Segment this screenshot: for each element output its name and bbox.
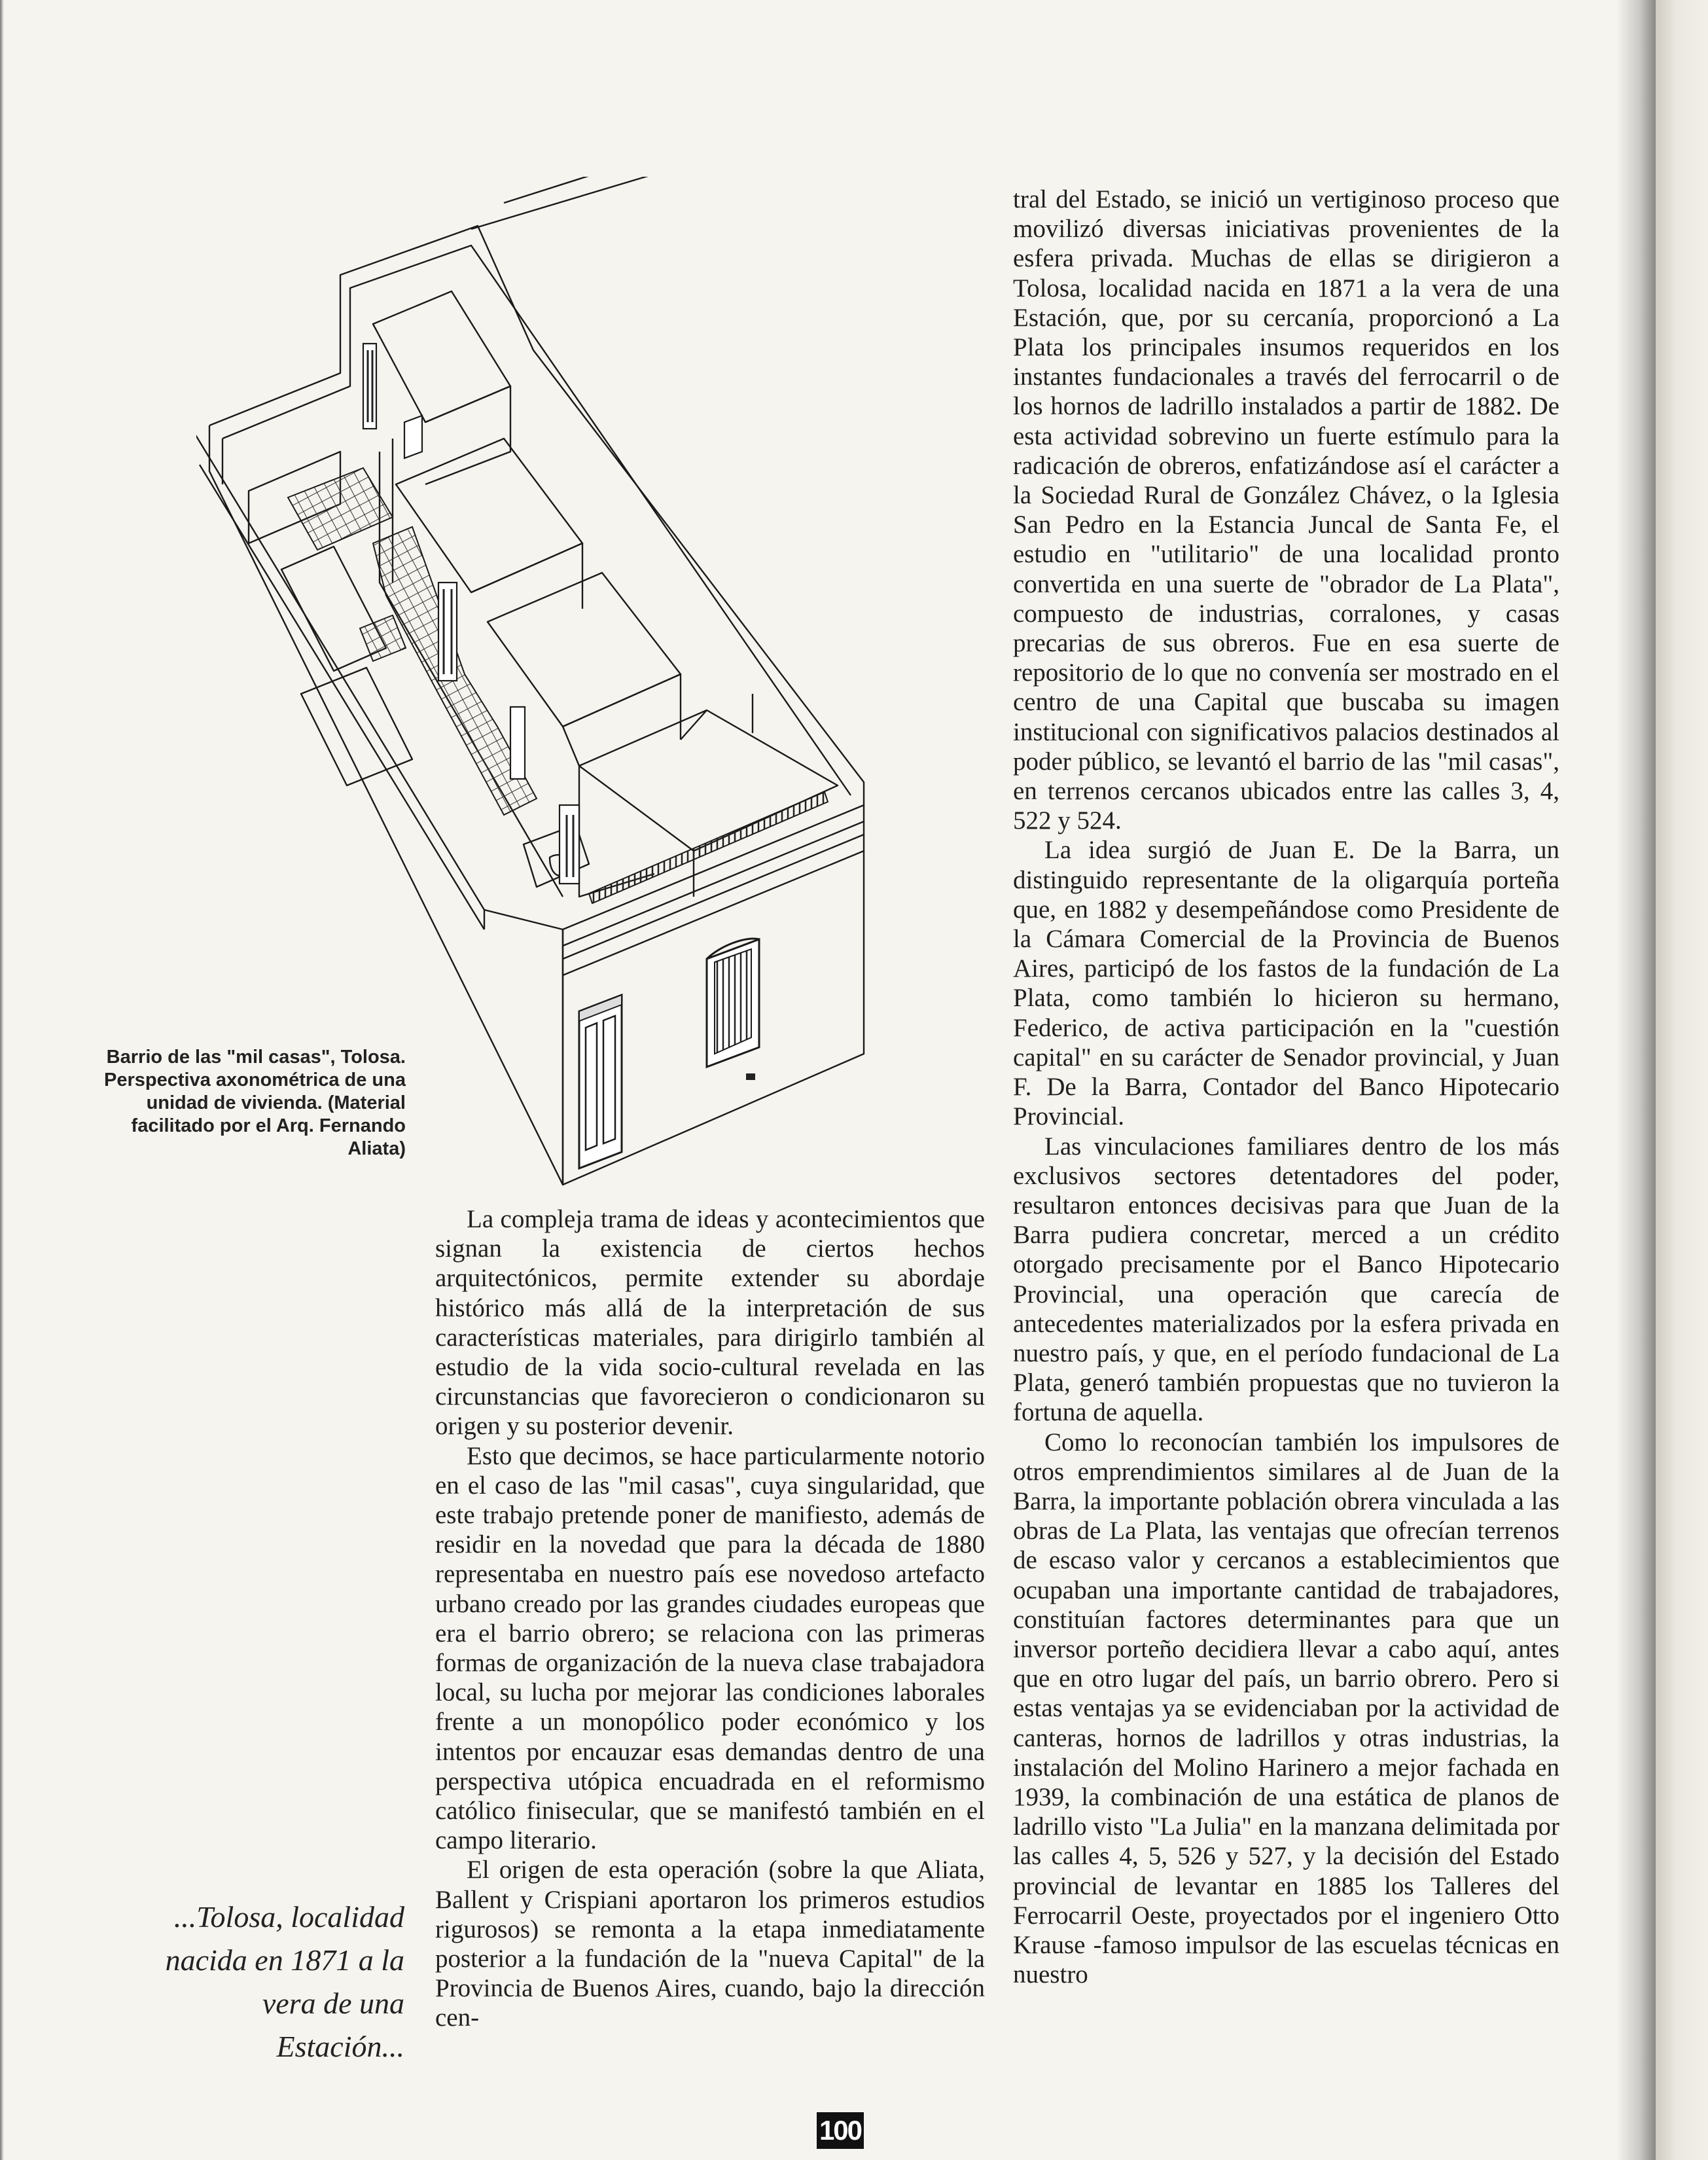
room-1 [373,291,510,422]
tiled-patio-upper [288,468,393,550]
text-column-right [1013,185,1559,1989]
paragraph: La idea surgió de Juan E. De la Barra, un distinguido representante de la oligarquía porteña que, en 1882 y desempeñándose como Presidente de la Cámara Comercial de la Provincia de Buenos Aires, participó de los fastos de la fundación de La Plata, como también lo hicieron su hermano, Federico, de activa participación en la "cuestión capital" en su carácter de Senador provincial, y Juan F. De la Barra, Contador del Banco Hipotecario Provincial. [1013,836,1559,1131]
interior-door [510,707,525,779]
paragraph: Esto que decimos, se hace particularmente notorio en el caso de las "mil casas", cuya singularidad, que este trabajo pretende poner de manifiesto, además de residir en la novedad que para la década de 1880 representaba en nuestro país ese novedoso artefacto urbano creado por las grandes ciudades europeas que era el barrio obrero; se relaciona con las primeras formas de organización de la nueva clase trabajadora local, su lucha por mejorar las condiciones laborales frente a un monopólico poder económico y los intentos por encauzar esas demandas dentro de una perspectiva utópica encuadrada en el reformismo católico finisecular, que se manifestó también en el campo literario. [435,1441,985,1855]
text-column-middle [435,1204,985,2033]
facade-door [579,995,622,1168]
interior-door [404,416,422,458]
binding-gutter-shadow [1616,0,1656,2160]
paragraph: tral del Estado, se inició un vertiginoso proceso que movilizó diversas iniciativas provenientes de la esfera privada. Muchas de ellas se dirigieron a Tolosa, localidad nacida en 1871 a la vera de una Estación, que, por su cercanía, proporcionó a La Plata los principales insumos requeridos en los instantes fundacionales a través del ferrocarril o de los hornos de ladrillo instalados a partir de 1882. De esta actividad sobrevino un fuerte estímulo para la radicación de obreros, enfatizándose así el carácter a la Sociedad Rural de González Chávez, o la Iglesia San Pedro en la Estancia Juncal de Santa Fe, el estudio en "utilitario" de una localidad pronto convertida en una suerte de "obrador de La Plata", compuesto de industrias, corralones, y casas precarias de sus obreros. Fue en esa suerte de repositorio de lo que no convenía ser mostrado en el centro de una Capital que buscaba su imagen institucional con significativos palacios destinados al poder público, se levantó el barrio de las "mil casas", en terrenos cercanos ubicados entre las calles 3, 4, 522 y 524. [1013,185,1559,835]
facade-edge [484,910,563,929]
axonometric-house-drawing [196,177,890,1198]
paragraph: Como lo reconocían también los impulsores de otros emprendimientos similares al de Juan de la Barra, la importante población obrera vinculada a las obras de La Plata, las ventajas que ofrecían terrenos de escaso valor y cercanos a establecimientos que ocupaban una importante cantidad de trabajadores, constituían factores determinantes para que un inversor porteño decidiera llevar a cabo aquí, antes que en otro lugar del país, un barrio obrero. Pero si estas ventajas ya se evidenciaban por la actividad de canteras, hornos de ladrillos y otras industrias, la instalación del Molino Harinero a mejor fachada en 1939, la combinación de una estática de planos de ladrillo visto "La Julia" en la manzana delimitada por las calles 4, 5, 526 y 527, y la decisión del Estado provincial de levantar en 1885 los Talleres del Ferrocarril Oeste, proyectados por el ingeniero Otto Krause -famoso impulsor de las escuelas técnicas en nuestro [1013,1428,1559,1989]
room-3 [488,573,681,727]
interior-door [438,583,457,681]
paragraph: La compleja trama de ideas y acontecimientos que signan la existencia de ciertos hechos arquitectónicos, permite extender su abordaje histórico más allá de la interpretación de sus características materiales, para dirigirlo también al estudio de la vida socio-cultural revelada en las circunstancias que favorecieron o condicionaron su origen y su posterior devenir. [435,1205,985,1441]
room-2-walls [471,543,582,609]
facade-window [707,939,759,1067]
partition-wall [380,452,563,897]
room-4 [579,710,838,851]
house-number-plate [746,1073,755,1080]
interior-door [363,344,376,429]
figure-caption: Barrio de las "mil casas", Tolosa. Perspectiva axonométrica de una unidad de vivienda. (Material facilitado por el Arq. Fernando Aliata) [104,1047,406,1159]
page-edge-shadow [0,0,4,2160]
pull-quote: ...Tolosa, localidad nacida en 1871 a la vera de una Estación... [165,1900,404,2063]
railing [589,792,828,903]
page-number: 100 [817,2112,864,2149]
room-1-walls [425,386,510,484]
interior-door [560,805,579,884]
paragraph: El origen de esta operación (sobre la que Aliata, Ballent y Crispiani aportaron los primeros estudios rigurosos) se remonta a la etapa inmediatamente posterior a la fundación de la "nueva Capital" de la Provincia de Buenos Aires, cuando, bajo la dirección cen- [435,1856,985,2032]
tiled-patio-lower [360,615,406,661]
site-line [471,177,667,229]
facing-page-edge [1656,0,1708,2160]
paragraph: Las vinculaciones familiares dentro de los más exclusivos sectores detentadores del poder, resultaron entonces decisivas para que Juan de la Barra pudiera concretar, merced a un crédito otorgado precisamente por el Banco Hipotecario Provincial, una operación que carecía de antecedentes materializados por la esfera privada en nuestro país, y que, en el período fundacional de La Plata, generó también propuestas que no tuvieron la fortuna de aquella. [1013,1132,1559,1427]
site-line [504,177,648,203]
